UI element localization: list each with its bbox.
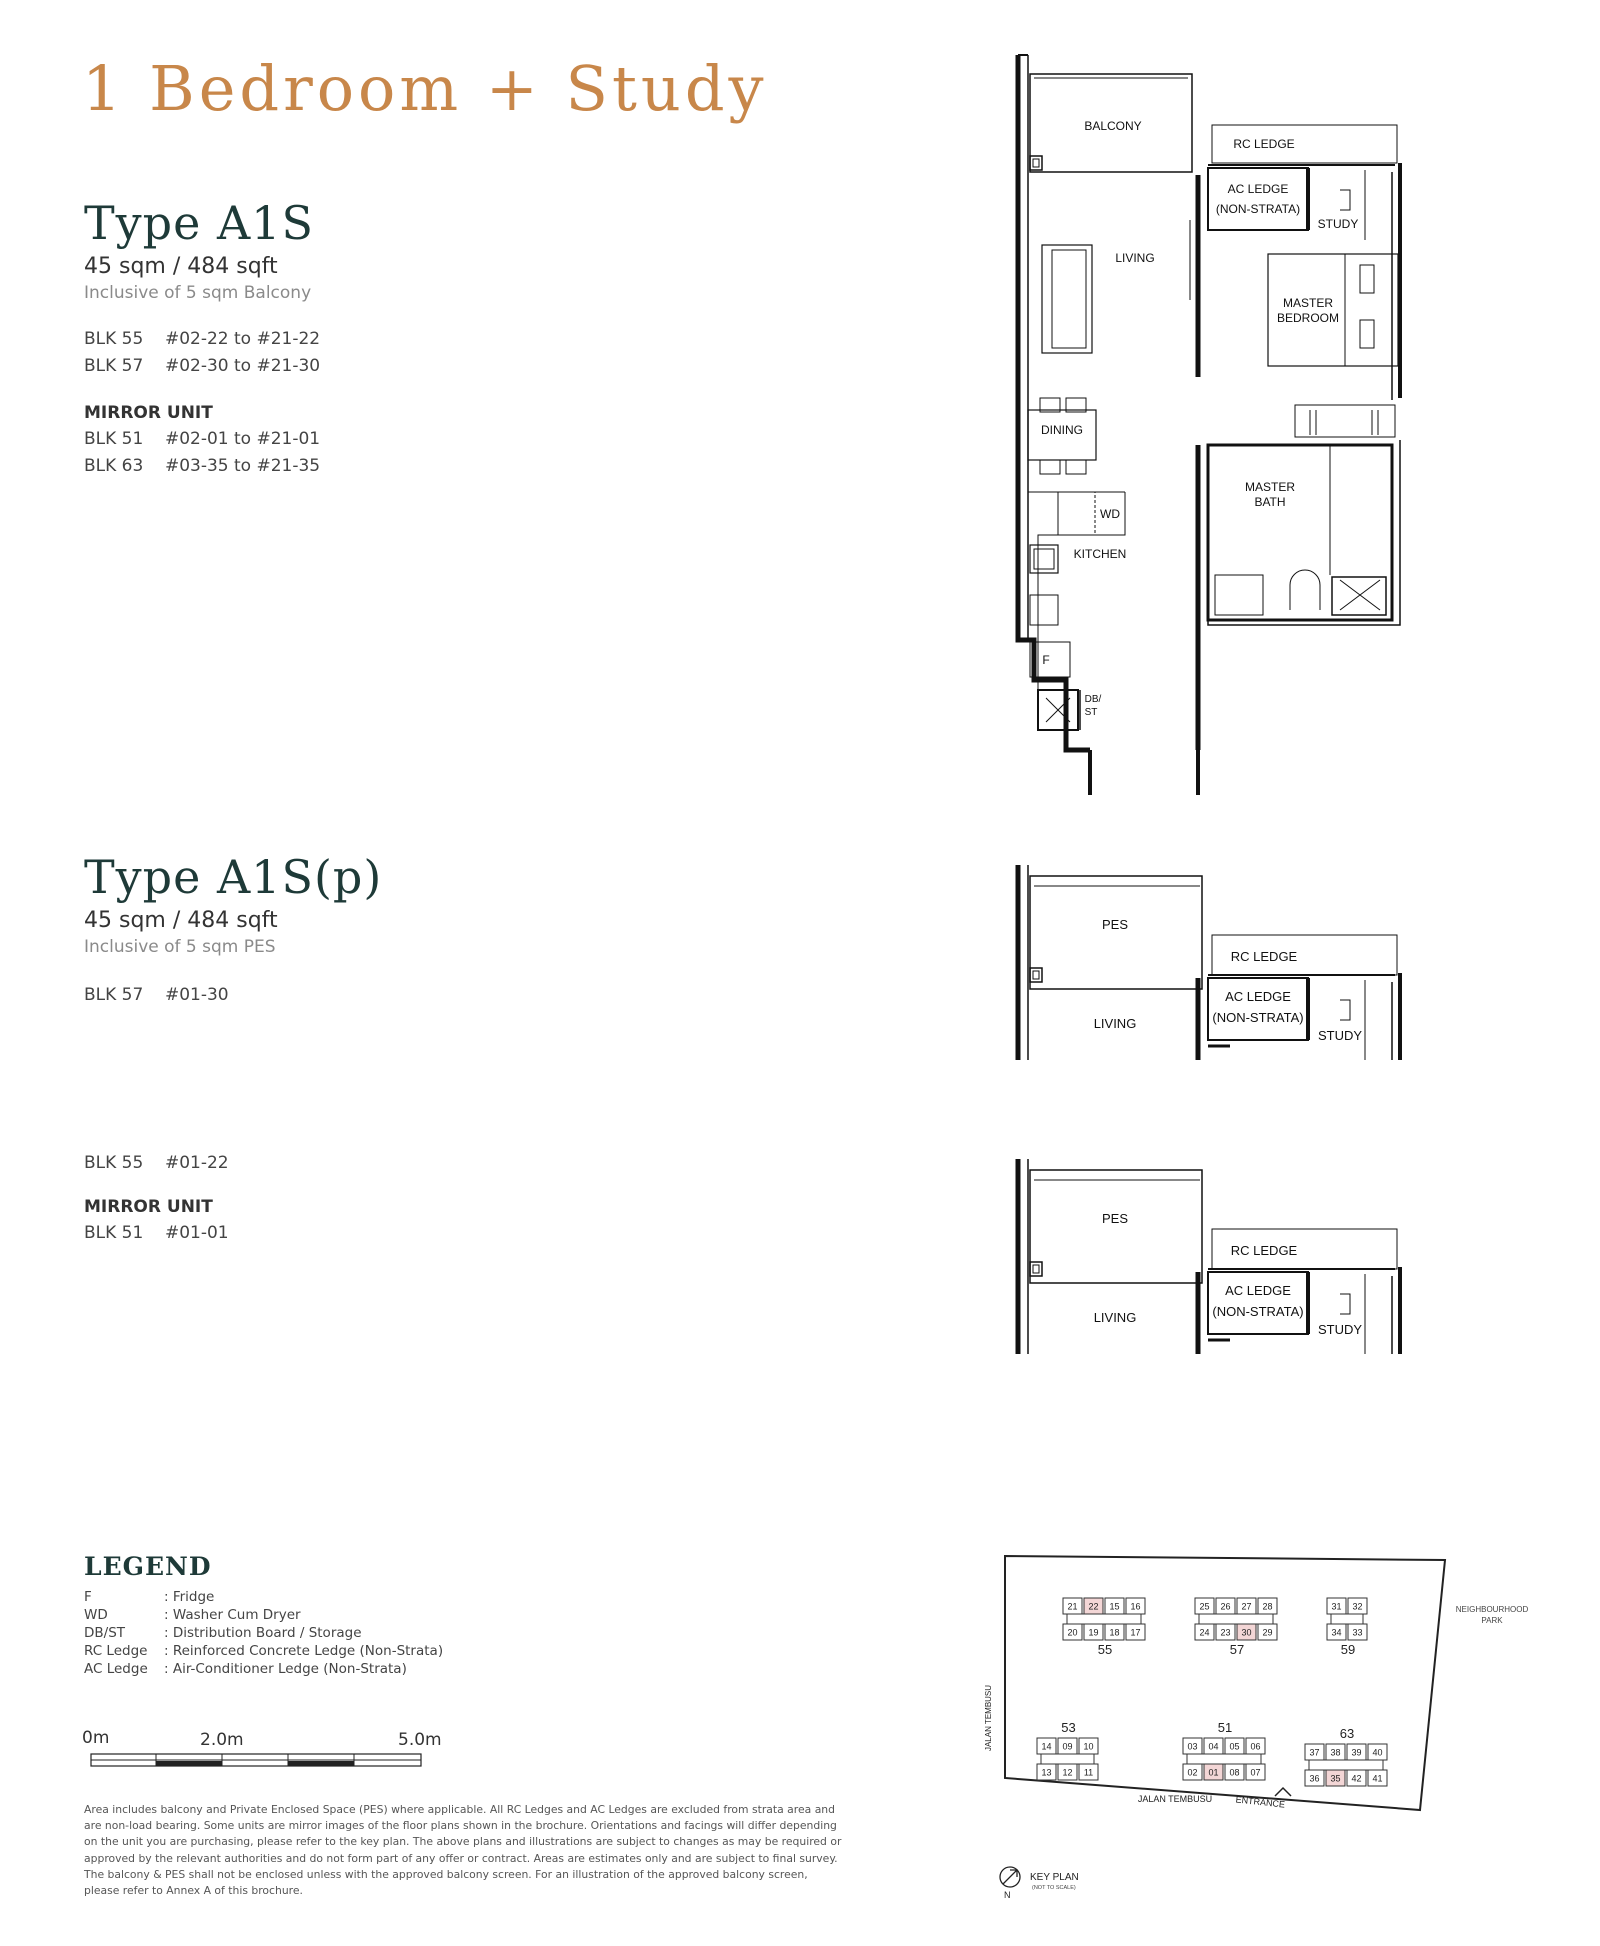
unit-number: 01 bbox=[1208, 1767, 1219, 1778]
unit-number: 11 bbox=[1083, 1767, 1094, 1778]
key-plan-sublabel: (NOT TO SCALE) bbox=[1032, 1885, 1076, 1891]
unit-number: 26 bbox=[1220, 1601, 1231, 1612]
block-core bbox=[1041, 1754, 1094, 1764]
unit-number: 04 bbox=[1208, 1741, 1219, 1752]
block-label: 63 bbox=[1339, 1726, 1355, 1741]
road-bottom-label: JALAN TEMBUSU bbox=[1137, 1794, 1213, 1804]
legend-title: LEGEND bbox=[84, 1552, 212, 1581]
note-line: please refer to Annex A of this brochure. bbox=[84, 1884, 303, 1898]
unit-range: #01-01 bbox=[164, 1223, 229, 1243]
unit-blk: BLK 63 bbox=[84, 456, 144, 476]
block-59 bbox=[1327, 1598, 1367, 1657]
label-fridge: F bbox=[1042, 653, 1050, 667]
label-dining: DINING bbox=[1041, 423, 1083, 437]
unit-number: 32 bbox=[1352, 1601, 1363, 1612]
label-master-bath: MASTER bbox=[1244, 480, 1296, 494]
unit-number: 37 bbox=[1309, 1747, 1320, 1758]
label-dbst-2: ST bbox=[1084, 707, 1098, 718]
note-line: Area includes balcony and Private Enclosed Space (PES) where applicable. All RC Ledges and AC Ledges are excluded from strata area and bbox=[84, 1803, 836, 1816]
legend-item bbox=[84, 1643, 443, 1661]
scale-label-5: 5.0m bbox=[398, 1730, 442, 1750]
label-wd: WD bbox=[1100, 507, 1120, 521]
block-label: 59 bbox=[1340, 1642, 1356, 1657]
unit-number: 33 bbox=[1352, 1627, 1363, 1638]
unit-range: #01-30 bbox=[164, 985, 229, 1005]
scale-label-2: 2.0m bbox=[200, 1730, 244, 1750]
label-ac-ledge-nonstrata: (NON-STRATA) bbox=[1215, 202, 1301, 216]
north-compass-icon bbox=[1000, 1867, 1020, 1900]
block-53 bbox=[1037, 1720, 1098, 1780]
unit-number: 14 bbox=[1041, 1741, 1052, 1752]
unit-number: 23 bbox=[1220, 1627, 1231, 1638]
road-left-label: JALAN TEMBUSU bbox=[984, 1684, 993, 1752]
unit-blk: BLK 55 bbox=[84, 1153, 144, 1173]
label-master-bedroom-2: BEDROOM bbox=[1276, 311, 1340, 325]
bed bbox=[1268, 254, 1398, 366]
label-ac-ledge-nonstrata: (NON-STRATA) bbox=[1212, 1010, 1304, 1025]
block-label: 53 bbox=[1061, 1720, 1076, 1735]
legend-item bbox=[84, 1625, 443, 1643]
block-core bbox=[1187, 1754, 1261, 1764]
block-core bbox=[1199, 1614, 1273, 1624]
sofa bbox=[1042, 245, 1092, 353]
legend-item bbox=[84, 1607, 443, 1625]
block-57 bbox=[1195, 1598, 1277, 1657]
unit-number: 40 bbox=[1372, 1747, 1383, 1758]
note-line: The balcony & PES shall not be enclosed unless with the approved balcony screen. For an illustration of the approved balcony screen, bbox=[84, 1867, 808, 1881]
unit-line bbox=[84, 985, 382, 1005]
unit-number: 15 bbox=[1109, 1601, 1120, 1612]
legend-key: AC Ledge bbox=[84, 1661, 148, 1677]
unit-line bbox=[84, 1153, 229, 1173]
floorplan-a1s bbox=[1000, 50, 1420, 795]
floorplan-a1sp-1 bbox=[1000, 860, 1420, 1060]
entrance-arrow-icon bbox=[1275, 1788, 1291, 1796]
unit-number: 08 bbox=[1229, 1767, 1240, 1778]
label-ac-ledge: AC LEDGE bbox=[1225, 989, 1291, 1004]
unit-blk: BLK 55 bbox=[84, 329, 144, 349]
unit-line bbox=[84, 356, 320, 383]
unit-range: #02-01 to #21-01 bbox=[164, 429, 321, 449]
key-plan bbox=[975, 1548, 1555, 1938]
label-ac-ledge: AC LEDGE bbox=[1225, 1283, 1291, 1298]
type-a1s-mirror-units bbox=[84, 429, 320, 483]
unit-number: 06 bbox=[1250, 1741, 1261, 1752]
legend-key: F bbox=[84, 1589, 92, 1605]
unit-number: 13 bbox=[1041, 1767, 1052, 1778]
unit-number: 42 bbox=[1351, 1773, 1362, 1784]
label-rc-ledge: RC LEDGE bbox=[1230, 1243, 1298, 1258]
unit-blk: BLK 51 bbox=[84, 429, 144, 449]
type-a1s-inclusive: Inclusive of 5 sqm Balcony bbox=[84, 283, 312, 303]
legend-desc: : Fridge bbox=[164, 1589, 215, 1605]
note-line: on the unit you are purchasing, please refer to the key plan. The above plans and illustrations are subject to changes as may be required or bbox=[84, 1835, 842, 1849]
legend bbox=[84, 1552, 443, 1679]
page-title: 1 Bedroom + Study bbox=[82, 52, 768, 125]
label-rc-ledge: RC LEDGE bbox=[1230, 949, 1298, 964]
block-core bbox=[1331, 1614, 1363, 1624]
unit-number: 39 bbox=[1351, 1747, 1362, 1758]
floorplan-a1sp-2 bbox=[1000, 1154, 1420, 1354]
unit-range: #02-30 to #21-30 bbox=[164, 356, 321, 376]
unit-number: 25 bbox=[1199, 1601, 1210, 1612]
legend-list bbox=[84, 1589, 443, 1679]
unit-number: 16 bbox=[1130, 1601, 1141, 1612]
unit-number: 18 bbox=[1109, 1627, 1120, 1638]
legend-item bbox=[84, 1589, 443, 1607]
label-living: LIVING bbox=[1093, 1016, 1137, 1031]
block-core bbox=[1067, 1614, 1141, 1624]
label-study: STUDY bbox=[1317, 1028, 1363, 1043]
unit-number: 12 bbox=[1062, 1767, 1073, 1778]
unit-number: 03 bbox=[1187, 1741, 1198, 1752]
label-dbst: DB/ bbox=[1084, 694, 1102, 705]
unit-number: 34 bbox=[1331, 1627, 1342, 1638]
unit-number: 27 bbox=[1241, 1601, 1252, 1612]
park-label-2: PARK bbox=[1481, 1616, 1503, 1625]
north-label: N bbox=[1004, 1890, 1011, 1900]
block-core bbox=[1309, 1760, 1383, 1770]
unit-blk: BLK 51 bbox=[84, 1223, 144, 1243]
label-study: STUDY bbox=[1317, 217, 1359, 231]
scale-label-0: 0m bbox=[82, 1728, 110, 1748]
unit-number: 30 bbox=[1241, 1627, 1252, 1638]
mirror-unit-label: MIRROR UNIT bbox=[84, 403, 213, 423]
unit-line bbox=[84, 456, 320, 483]
key-plan-label: KEY PLAN bbox=[1030, 1872, 1079, 1883]
label-pes: PES bbox=[1101, 1211, 1129, 1226]
ac-ledge-box bbox=[1208, 168, 1308, 230]
unit-number: 07 bbox=[1250, 1767, 1261, 1778]
label-study: STUDY bbox=[1317, 1322, 1363, 1337]
unit-number: 22 bbox=[1088, 1601, 1099, 1612]
block-51 bbox=[1183, 1720, 1265, 1780]
mirror-unit-label: MIRROR UNIT bbox=[84, 1197, 213, 1217]
unit-line bbox=[84, 1223, 229, 1243]
unit-number: 20 bbox=[1067, 1627, 1078, 1638]
legend-key: RC Ledge bbox=[84, 1643, 148, 1659]
label-ac-ledge: AC LEDGE bbox=[1227, 182, 1289, 196]
legend-item bbox=[84, 1661, 443, 1679]
legend-key: WD bbox=[84, 1607, 108, 1623]
type-a1s-units bbox=[84, 329, 320, 383]
block-label: 51 bbox=[1217, 1720, 1233, 1735]
legend-desc: : Reinforced Concrete Ledge (Non-Strata) bbox=[164, 1643, 444, 1659]
label-balcony: BALCONY bbox=[1084, 119, 1142, 133]
unit-number: 02 bbox=[1187, 1767, 1198, 1778]
unit-number: 31 bbox=[1331, 1601, 1342, 1612]
unit-number: 21 bbox=[1067, 1601, 1078, 1612]
legend-key: DB/ST bbox=[84, 1625, 126, 1641]
unit-blk: BLK 57 bbox=[84, 985, 144, 1005]
type-a1sp-area: 45 sqm / 484 sqft bbox=[84, 908, 278, 933]
type-a1s-area: 45 sqm / 484 sqft bbox=[84, 254, 278, 279]
type-a1s-title: Type A1S bbox=[84, 196, 314, 250]
unit-range: #03-35 to #21-35 bbox=[164, 456, 321, 476]
block-label: 57 bbox=[1229, 1642, 1245, 1657]
unit-number: 05 bbox=[1229, 1741, 1240, 1752]
unit-number: 19 bbox=[1088, 1627, 1099, 1638]
legend-desc: : Distribution Board / Storage bbox=[164, 1625, 362, 1641]
entrance-label: ENTRANCE bbox=[1235, 1794, 1286, 1810]
unit-number: 41 bbox=[1372, 1773, 1383, 1784]
type-a1sp-inclusive: Inclusive of 5 sqm PES bbox=[84, 937, 276, 957]
unit-number: 24 bbox=[1199, 1627, 1210, 1638]
type-a1sp-units-b bbox=[84, 1153, 229, 1243]
note-line: are non-load bearing. Some units are mirror images of the floor plans shown in the brochure. Orientations and facings will differ depending bbox=[84, 1819, 837, 1833]
block-63 bbox=[1305, 1726, 1387, 1786]
unit-line bbox=[84, 329, 320, 356]
block-label: 55 bbox=[1097, 1642, 1113, 1657]
label-ac-ledge-nonstrata: (NON-STRATA) bbox=[1212, 1304, 1304, 1319]
legend-desc: : Air-Conditioner Ledge (Non-Strata) bbox=[164, 1661, 407, 1677]
unit-number: 10 bbox=[1083, 1741, 1094, 1752]
label-kitchen: KITCHEN bbox=[1073, 547, 1127, 561]
unit-number: 17 bbox=[1130, 1627, 1141, 1638]
label-pes: PES bbox=[1101, 917, 1129, 932]
unit-blk: BLK 57 bbox=[84, 356, 144, 376]
unit-number: 35 bbox=[1330, 1773, 1341, 1784]
type-a1s-info bbox=[84, 196, 320, 483]
unit-range: #02-22 to #21-22 bbox=[164, 329, 321, 349]
unit-number: 29 bbox=[1262, 1627, 1273, 1638]
label-master-bedroom: MASTER bbox=[1282, 296, 1334, 310]
disclaimer-note bbox=[84, 1802, 864, 1899]
block-55 bbox=[1063, 1598, 1145, 1657]
unit-number: 09 bbox=[1062, 1741, 1073, 1752]
note-line: approved by the relevant authorities and do not form part of any offer or contract. Areas are estimates only and are subject to final survey. bbox=[84, 1851, 838, 1865]
label-master-bath-2: BATH bbox=[1254, 495, 1286, 509]
unit-number: 38 bbox=[1330, 1747, 1341, 1758]
unit-number: 36 bbox=[1309, 1773, 1320, 1784]
legend-desc: : Washer Cum Dryer bbox=[164, 1607, 301, 1623]
type-a1sp-title: Type A1S(p) bbox=[84, 850, 383, 904]
unit-range: #01-22 bbox=[164, 1153, 229, 1173]
unit-line bbox=[84, 429, 320, 456]
label-living: LIVING bbox=[1093, 1310, 1137, 1325]
park-label: NEIGHBOURHOOD bbox=[1455, 1605, 1529, 1614]
unit-number: 28 bbox=[1262, 1601, 1273, 1612]
scale-bar bbox=[90, 1752, 440, 1772]
label-rc-ledge: RC LEDGE bbox=[1233, 137, 1295, 151]
label-living: LIVING bbox=[1115, 251, 1155, 265]
type-a1sp-info bbox=[84, 850, 382, 1005]
